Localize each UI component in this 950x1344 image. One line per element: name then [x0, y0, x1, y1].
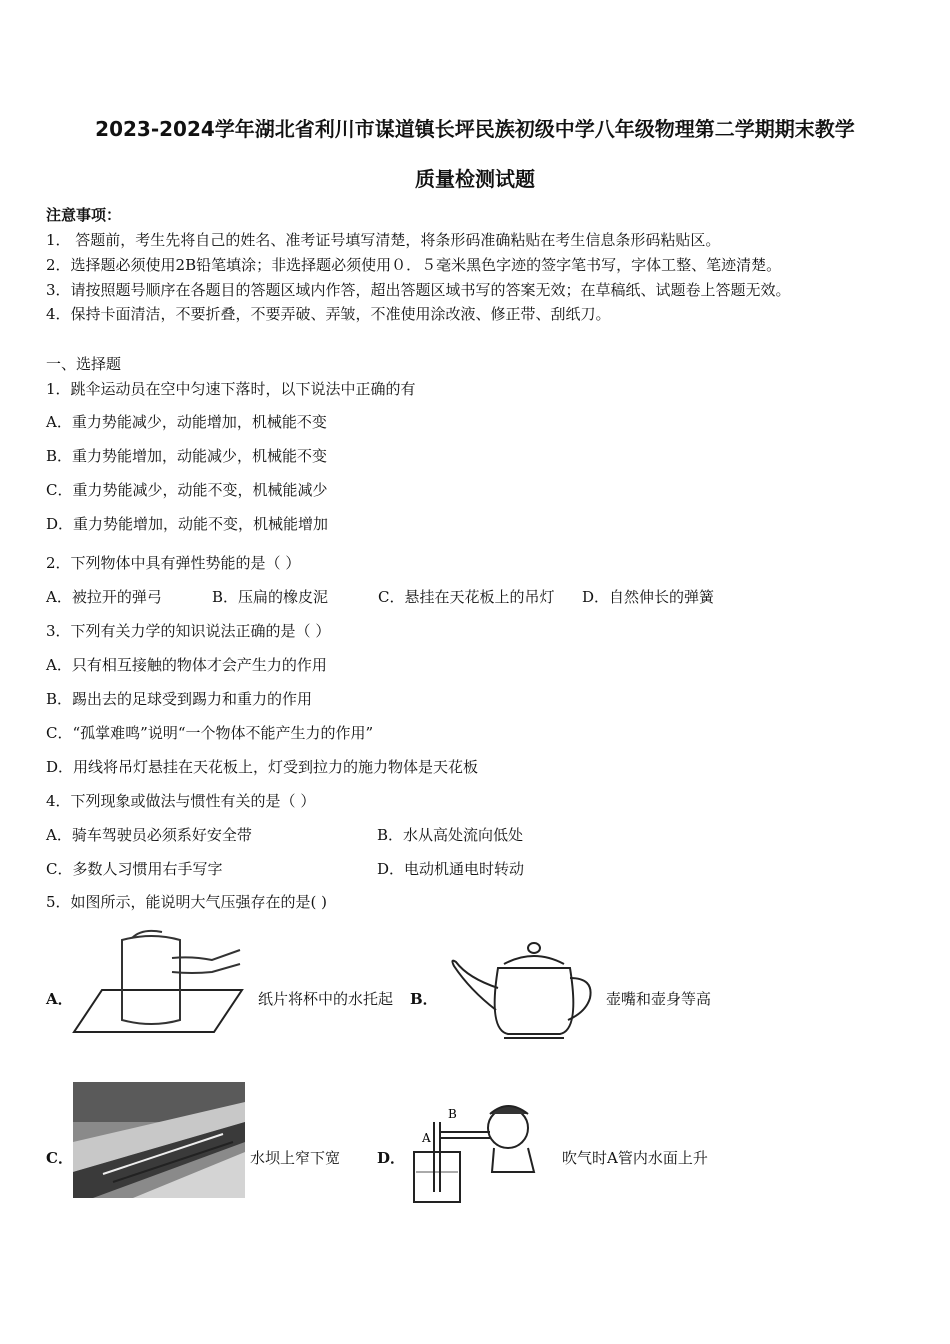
blow-tube-figure: [408, 1092, 554, 1204]
question-5-option-a-letter: A．: [46, 990, 73, 1008]
question-3-option-c: C．“孤掌难鸣”说明“一个物体不能产生力的作用”: [46, 724, 374, 742]
question-1-stem: 1．跳伞运动员在空中匀速下落时，以下说法中正确的有: [46, 380, 416, 398]
question-3-option-a: A．只有相互接触的物体才会产生力的作用: [46, 656, 327, 674]
question-2-option-a: A．被拉开的弹弓: [46, 588, 162, 606]
notice-heading: 注意事项：: [46, 206, 122, 224]
question-4-option-b: B．水从高处流向低处: [377, 826, 524, 844]
notice-item: 2．选择题必须使用2B铅笔填涂；非选择题必须使用０．５毫米黑色字迹的签字笔书写，字体工整、笔迹清楚。: [46, 256, 782, 274]
page-title: 2023-2024学年湖北省利川市谋道镇长坪民族初级中学八年级物理第二学期期末教学: [95, 117, 855, 141]
question-4-option-a: A．骑车驾驶员必须系好安全带: [46, 826, 252, 844]
question-3-stem: 3．下列有关力学的知识说法正确的是（ ）: [46, 622, 331, 640]
question-4-option-c: C．多数人习惯用右手写字: [46, 860, 223, 878]
question-1-option-b: B．重力势能增加，动能减少，机械能不变: [46, 447, 328, 465]
question-5-option-c-caption: 水坝上窄下宽: [250, 1149, 341, 1167]
question-5-option-d-caption: 吹气时A管内水面上升: [562, 1149, 708, 1167]
question-2-option-d: D．自然伸长的弹簧: [582, 588, 715, 606]
question-2-stem: 2．下列物体中具有弹性势能的是（ ）: [46, 554, 301, 572]
question-5-stem: 5．如图所示，能说明大气压强存在的是( ): [46, 893, 328, 911]
cup-paper-figure: [72, 928, 244, 1038]
question-5-option-c-letter: C．: [46, 1149, 73, 1167]
dam-photo-figure: [73, 1082, 245, 1198]
question-4-stem: 4．下列现象或做法与惯性有关的是（ ）: [46, 792, 316, 810]
teapot-figure: [448, 938, 598, 1042]
question-5-option-a-caption: 纸片将杯中的水托起: [258, 990, 394, 1008]
page-subtitle: 质量检测试题: [415, 167, 535, 191]
question-1-option-a: A．重力势能减少，动能增加，机械能不变: [46, 413, 327, 431]
tube-a-label: A: [422, 1131, 431, 1145]
question-4-option-d: D．电动机通电时转动: [377, 860, 525, 878]
notice-item: 1． 答题前，考生先将自己的姓名、准考证号填写清楚，将条形码准确粘贴在考生信息条形码粘贴区。: [46, 231, 721, 249]
tube-b-label: B: [448, 1107, 457, 1121]
notice-item: 4．保持卡面清洁，不要折叠，不要弄破、弄皱，不准使用涂改液、修正带、刮纸刀。: [46, 305, 611, 323]
question-5-option-b-letter: B．: [410, 990, 438, 1008]
question-5-option-d-letter: D．: [377, 1149, 406, 1167]
question-2-option-b: B．压扁的橡皮泥: [212, 588, 329, 606]
question-3-option-d: D．用线将吊灯悬挂在天花板上，灯受到拉力的施力物体是天花板: [46, 758, 479, 776]
notice-item: 3．请按照题号顺序在各题目的答题区域内作答，超出答题区域书写的答案无效；在草稿纸、试题卷上答题无效。: [46, 281, 791, 299]
question-2-option-c: C．悬挂在天花板上的吊灯: [378, 588, 555, 606]
question-1-option-c: C．重力势能减少，动能不变，机械能减少: [46, 481, 328, 499]
section-heading: 一、选择题: [46, 355, 122, 373]
question-3-option-b: B．踢出去的足球受到踢力和重力的作用: [46, 690, 313, 708]
question-1-option-d: D．重力势能增加，动能不变，机械能增加: [46, 515, 329, 533]
question-5-option-b-caption: 壶嘴和壶身等高: [606, 990, 712, 1008]
